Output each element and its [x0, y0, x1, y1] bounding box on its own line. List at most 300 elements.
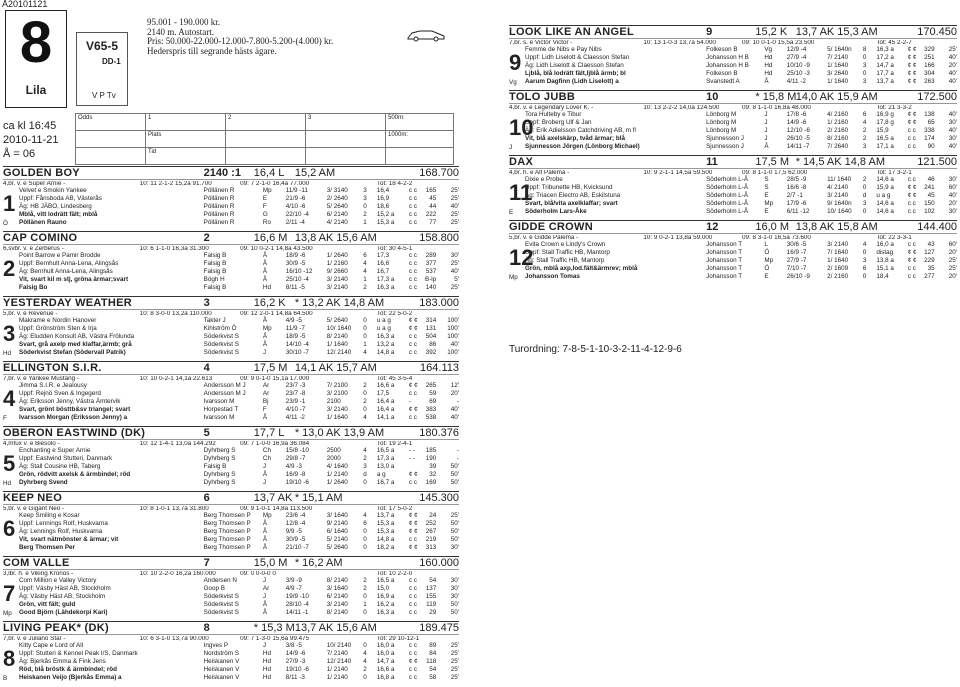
start-cell: 24	[429, 512, 437, 519]
horse-earnings: 144.400	[917, 221, 957, 233]
start-cell: 28/10 -4	[285, 601, 309, 608]
horse-name: GIDDE CROWN	[509, 221, 593, 233]
start-cell: 3/ 1640	[326, 512, 348, 519]
horse-info-line: Keep Smiling e Kosar	[19, 512, 80, 519]
start-cell: 15,9	[876, 127, 889, 134]
start-cell: ¢ ¢	[408, 325, 418, 332]
horse-info-line: Äg: Stall Cousine HB, Taberg	[19, 463, 101, 470]
start-cell: ¢ ¢	[408, 520, 418, 527]
horse-record: 16,0 M	[755, 221, 790, 233]
start-cell: 17,1 a	[876, 143, 894, 150]
horse-name: LIVING PEAK* (DK)	[3, 622, 109, 634]
horse-earnings: 164.113	[420, 362, 459, 374]
start-cell: 25'	[948, 46, 957, 53]
start-cell: 16,5 a	[376, 577, 395, 584]
start-cell: 23/9 -1	[285, 398, 306, 405]
start-cell: 3	[862, 62, 867, 69]
start-cell: 9/ 2140	[326, 520, 348, 527]
start-cell: 185	[425, 447, 437, 454]
start-cell: 54	[429, 577, 437, 584]
horse-earnings: 121.500	[917, 156, 957, 168]
start-cell: 12/ 2140	[326, 349, 352, 356]
start-cell: Heiskanen V	[203, 674, 240, 681]
start-cell: 27/9 -3	[285, 658, 306, 665]
horse-info-line: Äg: Väsby Häst AB, Stockholm	[19, 593, 106, 600]
start-cell: d	[363, 471, 367, 478]
start-cell: 4	[363, 658, 367, 665]
start-cell: 2/ 2640	[326, 195, 348, 202]
start-cell: 8/11 -3	[285, 674, 305, 681]
horse-stat-2009: 09: 10 0-2-1 14,8a 43.500	[240, 246, 313, 252]
horse-info-line: Grön, rödvitt axelsk & ärmbindel; röd	[19, 471, 131, 478]
horse-record-auto: * 13,2 AK 14,8 AM	[294, 297, 385, 309]
start-cell: 1	[363, 276, 367, 283]
start-cell: 3	[862, 78, 867, 85]
start-cell: Falsig B	[203, 463, 227, 470]
horse-rule-top	[509, 90, 957, 91]
start-cell: 277	[924, 273, 935, 280]
start-cell: Söderkvist S	[203, 349, 239, 356]
start-cell: 14,7 a	[376, 658, 395, 665]
horse-info-line: Uppf: Broberg Ulf & Jan	[525, 119, 592, 126]
start-cell: Bögh H	[203, 276, 225, 283]
start-cell: c c	[907, 127, 916, 134]
start-cell: u a g	[376, 325, 391, 332]
start-cell: 30/9 -5	[285, 536, 306, 543]
start-cell: Å	[262, 260, 268, 267]
start-cell: 16,5 a	[376, 447, 395, 454]
grid-2: 2	[226, 114, 306, 131]
start-cell: 7/10 -7	[786, 265, 807, 272]
horse-record: 17,5 M	[253, 362, 288, 374]
start-cell: 14,6 a	[876, 176, 894, 183]
start-cell: 4	[363, 268, 367, 275]
start-cell: 5'	[454, 276, 459, 283]
start-cell: c c	[408, 219, 417, 226]
start-cell: Berg Thomsen P	[203, 544, 251, 551]
start-cell: 2500	[326, 447, 341, 454]
start-cell: 17,8 g	[876, 119, 894, 126]
start-cell: 2	[363, 398, 367, 405]
start-cell: 20'	[948, 249, 957, 256]
start-cell: 40'	[948, 70, 957, 77]
start-cell: 0	[862, 249, 867, 256]
start-cell: 4	[363, 650, 367, 657]
start-cell: 2000	[326, 455, 341, 462]
start-cell: 7/ 2140	[827, 54, 849, 61]
start-cell: 1/ 1640	[326, 341, 348, 348]
start-cell: 1	[363, 219, 367, 226]
start-cell: 20'	[948, 62, 957, 69]
horse-info-line: Uppf: Lennings Rolf, Huskvarna	[19, 520, 108, 527]
start-cell: 5/ 2640	[326, 544, 348, 551]
horse-info-line: Makrame e Nordin Hanover	[19, 317, 97, 324]
horse-info-line: Dyhrberg Svend	[19, 479, 68, 486]
start-cell: 12/ 2140	[326, 658, 352, 665]
start-cell: -	[456, 455, 459, 462]
horse-info-line: Grön, vitt fält; guld	[19, 601, 76, 608]
horse-name: GOLDEN BOY	[3, 167, 80, 179]
horse-post: 9	[706, 26, 713, 38]
start-cell: 6/11 -12	[786, 208, 810, 215]
start-cell: 65	[927, 119, 935, 126]
start-cell: 3	[363, 463, 367, 470]
start-cell: 0	[363, 528, 367, 535]
horse-record: 15,2 K	[755, 26, 788, 38]
start-cell: 241	[924, 184, 935, 191]
horse-post: 4	[203, 362, 210, 374]
horse-info-line: Svart, blå/vita axelklaffar; svart	[525, 200, 618, 207]
start-cell: 6	[363, 252, 367, 259]
start-cell: Söderkvist S	[203, 609, 239, 616]
horse-record: 17,7 L	[253, 427, 285, 439]
start-cell: 84	[429, 650, 437, 657]
horse-entry	[509, 220, 957, 283]
horse-info-line: Äg: Stall Traffic HB, Mantorp	[525, 257, 605, 264]
horse-name: KEEP NEO	[3, 492, 63, 504]
start-cell: 314	[425, 317, 437, 324]
horse-rule-mid	[509, 233, 957, 234]
start-cell: 222	[425, 211, 437, 218]
horse-record-auto: * 13,0 AK 13,9 AM	[294, 427, 385, 439]
start-cell: 12'	[450, 382, 459, 389]
start-cell: c c	[408, 414, 417, 421]
start-cell: Pöllänen R	[203, 211, 235, 218]
start-cell: c c	[907, 200, 916, 207]
start-cell: 6/ 1640	[326, 528, 348, 535]
horse-gate: Vg	[509, 79, 517, 86]
start-cell: 2100	[326, 398, 341, 405]
start-cell: 40'	[948, 127, 957, 134]
start-cell: 3/ 2100	[326, 390, 348, 397]
horse-stat-2009: 09: 7 1-0-0 16,9a 36.084	[240, 441, 310, 447]
start-cell: c c	[408, 601, 417, 608]
horse-info-line: Vit, blå axelskärp, tvåd ärmar; blå	[525, 135, 625, 142]
start-cell: 289	[425, 252, 437, 259]
start-cell: 4	[363, 447, 367, 454]
start-cell: 0	[862, 208, 867, 215]
start-cell: 58	[429, 674, 437, 681]
start-cell: 2	[862, 176, 867, 183]
start-cell: 3/ 1640	[326, 585, 348, 592]
start-cell: 16,3 a	[376, 333, 395, 340]
horse-stat-2009: 09: 10 0-1-0 15,5a 23.500	[741, 40, 815, 46]
start-cell: 16,6	[376, 260, 390, 267]
start-cell: 0	[363, 544, 367, 551]
start-cell: 2	[363, 382, 367, 389]
start-cell: c c	[408, 341, 417, 348]
start-cell: E	[764, 208, 769, 215]
horse-name: ELLINGTON S.I.R.	[3, 362, 102, 374]
start-cell: 251	[924, 54, 935, 61]
start-cell: 17,2 a	[876, 54, 894, 61]
start-cell: Hd	[764, 70, 773, 77]
horse-total: Tot: 22 3-3-1	[876, 235, 912, 241]
start-cell: 18/9 -6	[285, 252, 306, 259]
horse-pedigree: 3,lbr. h. e Viking Kronos -	[3, 571, 74, 577]
start-cell: 40'	[450, 414, 459, 421]
horse-record-auto: 14,1 AK 15,7 AM	[294, 362, 377, 374]
start-cell: c c	[408, 577, 417, 584]
horse-earnings: 172.500	[917, 91, 957, 103]
start-cell: 5/ 2640	[326, 317, 348, 324]
start-cell: 25'	[450, 642, 459, 649]
start-cell: 0	[363, 203, 367, 210]
start-cell: Andersson M J	[203, 390, 246, 397]
horse-info-line: Äg: HB JÄBO, Lindesberg	[19, 203, 92, 210]
start-cell: 102	[924, 208, 935, 215]
start-cell: -	[408, 398, 411, 405]
start-cell: 4	[363, 260, 367, 267]
horse-earnings: 145.300	[419, 492, 459, 504]
start-cell: S	[764, 176, 769, 183]
start-cell: Mp	[262, 325, 272, 332]
start-cell: 3/ 2640	[827, 70, 849, 77]
horse-rule-mid	[509, 38, 957, 39]
start-cell: 338	[924, 127, 935, 134]
start-cell: ¢ ¢	[408, 471, 418, 478]
horse-pedigree: 4,br. v. e Legendary Lover K. -	[509, 105, 594, 111]
start-cell: 32	[429, 471, 437, 478]
start-cell: Johansson T	[706, 273, 743, 280]
start-cell: 4/11 -2	[285, 414, 305, 421]
start-cell: 50'	[450, 536, 459, 543]
start-cell: Söderholm L-Å	[706, 176, 749, 183]
horse-record-auto: * 15,1 AM	[294, 492, 343, 504]
horse-name: LOOK LIKE AN ANGEL	[509, 26, 634, 38]
start-cell: 18,6	[376, 203, 390, 210]
start-cell: 89	[429, 642, 437, 649]
horse-entry	[3, 231, 459, 294]
start-cell: Hd	[262, 650, 271, 657]
start-cell: c c	[408, 284, 417, 291]
start-cell: 377	[425, 260, 437, 267]
horse-record: * 15,3 M	[253, 622, 295, 634]
horse-record: 16,4 L	[253, 167, 285, 179]
start-cell: 15/8 -10	[285, 447, 309, 454]
start-cell: Ö	[764, 249, 770, 256]
start-cell: 25/10 -3	[786, 70, 810, 77]
start-cell: 4	[363, 512, 367, 519]
start-cell: ¢ ¢	[907, 184, 917, 191]
horse-list-right	[509, 25, 957, 285]
start-cell: 14/9 -6	[285, 650, 306, 657]
horse-record-auto: 13,7 AK 15,6 AM	[294, 622, 377, 634]
race-date: 2010-11-21	[3, 133, 59, 146]
start-cell: 46	[927, 176, 935, 183]
start-cell: 15,3 a	[376, 219, 395, 226]
start-cell: 0	[363, 333, 367, 340]
horse-rule-mid	[3, 634, 459, 635]
start-cell: 16,5 a	[876, 135, 894, 142]
horse-info-line: Femme de Nibs e Pay Nibs	[525, 46, 602, 53]
horse-entry	[3, 296, 459, 359]
start-cell: 8/ 2160	[827, 135, 849, 142]
start-cell: u a g	[376, 317, 391, 324]
start-cell: 40'	[450, 406, 459, 413]
start-cell: 14,6 a	[876, 208, 894, 215]
race-info-line: Pris: 50.000-22.000-12.000-7.800-5.200-(4.000) kr.	[147, 36, 334, 47]
start-cell: 3/ 3140	[326, 187, 348, 194]
horse-gate: B	[3, 675, 8, 682]
start-cell: c c	[907, 176, 916, 183]
start-cell: c c	[907, 265, 916, 272]
start-cell: 9/ 1640n	[827, 200, 852, 207]
horse-stat-2010: 10: 10 2-2-0 16,2a 160.000	[139, 571, 216, 577]
start-cell: 4/9 -7	[285, 585, 302, 592]
start-cell: E	[764, 273, 769, 280]
start-cell: 16,6 a	[376, 382, 395, 389]
start-cell: c c	[408, 666, 417, 673]
start-cell: 40'	[948, 143, 957, 150]
start-cell: Å	[764, 143, 769, 150]
start-cell: 25'	[450, 284, 459, 291]
start-cell: 6	[862, 111, 867, 118]
start-cell: - -	[408, 455, 415, 462]
start-cell: Goop B	[203, 585, 225, 592]
horse-info-line: Äg: Bernhult Anna-Lena, Alingsås	[19, 268, 113, 275]
horse-name: CAP COMINO	[3, 232, 78, 244]
start-cell: 25'	[450, 666, 459, 673]
start-cell: 9/ 2660	[326, 268, 348, 275]
start-cell: 13,7 a	[876, 78, 894, 85]
start-cell: 4	[363, 414, 367, 421]
horse-number: 5	[3, 451, 16, 476]
start-cell: 252	[425, 520, 437, 527]
start-cell: 304	[924, 70, 935, 77]
start-cell: distag	[876, 249, 894, 256]
horse-post: 5	[203, 427, 210, 439]
horse-stat-2010: 10: 8 1-0-1 13,7a 31.800	[139, 506, 209, 512]
start-cell: 69	[429, 398, 437, 405]
start-cell: 25'	[450, 187, 459, 194]
horse-stat-2009: 09: 8 1-1-0 17,5 62.000	[741, 170, 808, 176]
horse-entry	[509, 25, 957, 88]
start-cell: Ch	[262, 455, 271, 462]
horse-info-line: Evita Crown e Lindy's Crown	[525, 241, 606, 248]
start-cell: Falsig B	[203, 268, 227, 275]
start-cell: Mp	[764, 257, 774, 264]
start-cell: 2/ 2160	[827, 127, 849, 134]
start-cell: J	[262, 593, 267, 600]
start-cell: 30'	[450, 585, 459, 592]
start-cell: 0	[363, 325, 367, 332]
start-cell: J	[262, 642, 267, 649]
horse-gate: Mp	[3, 610, 12, 617]
start-cell: 4	[862, 119, 867, 126]
start-cell: 3/ 2140	[326, 284, 348, 291]
start-cell: 3/ 2140	[827, 192, 849, 199]
start-cell: 16,4	[376, 187, 390, 194]
start-cell: Bj	[262, 398, 269, 405]
start-cell: 2/7 -1	[786, 192, 803, 199]
start-cell: 100'	[447, 333, 459, 340]
horse-post: 10	[706, 91, 719, 103]
horse-pedigree: 7,br. v. e Juliano Star -	[3, 636, 66, 642]
horse-total: Tot: 29 10-12-1	[376, 636, 420, 642]
start-cell: 27/9 -4	[786, 54, 807, 61]
horse-earnings: 180.376	[419, 427, 459, 439]
horse-earnings: 158.800	[419, 232, 459, 244]
start-cell: Johansson H B	[706, 62, 749, 69]
start-cell: 19/10 -6	[285, 666, 309, 673]
start-cell: 140	[425, 284, 437, 291]
horse-post: 2	[203, 232, 210, 244]
start-cell: 16,9 g	[876, 111, 894, 118]
start-cell: 16,6 a	[376, 666, 395, 673]
start-cell: 21/10 -7	[285, 544, 309, 551]
horse-earnings: 168.700	[419, 167, 459, 179]
start-cell: Hd	[262, 674, 271, 681]
start-cell: 19/10 -6	[285, 479, 309, 486]
horse-name: TOLO JUBB	[509, 91, 576, 103]
start-cell: Å	[262, 414, 268, 421]
start-cell: 1/ 1640	[827, 62, 849, 69]
horse-stat-2009: 09: 12 2-0-1 14,8a 64.500	[240, 311, 313, 317]
start-cell: c c	[907, 241, 916, 248]
start-cell: 8/11 -5	[285, 284, 305, 291]
horse-total: Tot: 22 5-0-2	[376, 311, 413, 317]
horse-record: 16,6 M	[253, 232, 288, 244]
start-cell: 229	[924, 257, 935, 264]
horse-info-line: Söderholm Lars-Åke	[525, 208, 587, 215]
page-date: Å20101121	[2, 0, 48, 9]
start-cell: 29	[429, 609, 437, 616]
horse-info-line: Uppf: Fånsboda AB, Västerås	[19, 195, 102, 202]
start-cell: Dyhrberg S	[203, 471, 236, 478]
start-cell: 20'	[948, 273, 957, 280]
start-cell: 23/7 -8	[285, 390, 306, 397]
start-cell: 27/9 -7	[786, 257, 807, 264]
start-cell: Takter J	[203, 317, 226, 324]
horse-total: Tot: 17 5-0-2	[376, 506, 413, 512]
horse-earnings: 160.000	[419, 557, 459, 569]
start-cell: 30'	[948, 208, 957, 215]
start-cell: Söderkvist S	[203, 341, 239, 348]
horse-info-line: Äg: Eriksson Jenny, Västra Ämtervik	[19, 398, 121, 405]
horse-total: Tot: 18 4-2-2	[376, 181, 413, 187]
horse-entry	[3, 426, 459, 489]
start-cell: 263	[924, 78, 935, 85]
horse-stat-2010: 10: 8 3-0-0 13,2a 110.000	[139, 311, 212, 317]
start-cell: Sjunnesson J	[706, 143, 744, 150]
start-cell: 3/9 -9	[285, 577, 302, 584]
start-cell: F	[262, 203, 267, 210]
start-cell: 30'	[450, 577, 459, 584]
start-cell: c c	[408, 349, 417, 356]
start-cell: 11/9 -11	[285, 187, 308, 194]
start-cell: 174	[924, 135, 935, 142]
turordning: Turordning: 7-8-5-1-10-3-2-11-4-12-9-6	[509, 344, 682, 355]
start-cell: 25'	[450, 650, 459, 657]
start-cell: 2	[363, 284, 367, 291]
start-cell: Lönborg M	[706, 127, 737, 134]
start-cell: 16,8 a	[376, 674, 395, 681]
horse-name: DAX	[509, 156, 534, 168]
start-cell: 2/ 2160	[827, 273, 849, 280]
start-cell: 10/ 2140	[326, 642, 352, 649]
start-cell: Å	[764, 78, 769, 85]
horse-info-line: Pöllänen Rauno	[19, 219, 67, 226]
start-cell: Andersen N	[203, 577, 237, 584]
start-cell: Å	[262, 341, 268, 348]
start-cell: 25'	[450, 658, 459, 665]
horse-number: 10	[509, 115, 534, 140]
horse-number: 9	[509, 50, 522, 75]
start-cell: 17,3 a	[376, 455, 395, 462]
start-cell: 4/ 2160	[827, 111, 849, 118]
start-cell: 20'	[450, 390, 459, 397]
